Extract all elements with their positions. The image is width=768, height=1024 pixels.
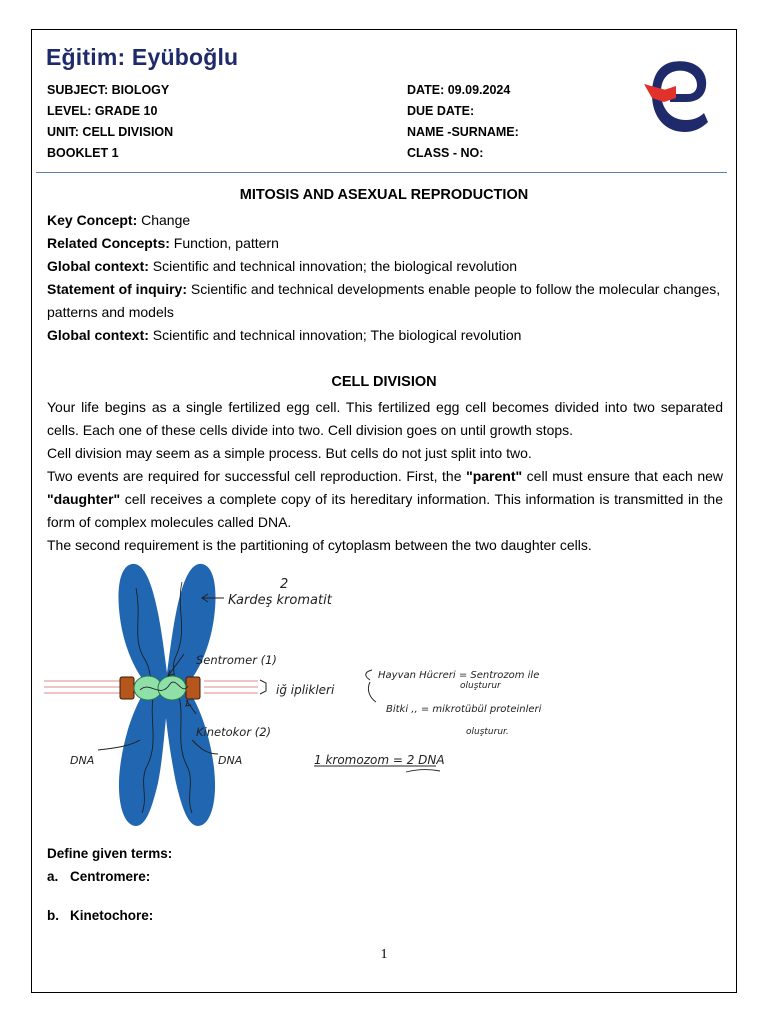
page-number: 1: [380, 947, 388, 962]
statement-of-inquiry-line: Statement of inquiry: Scientific and technical developments enable people to follow the molecular changes, patterns and models: [47, 281, 721, 320]
note-bitki-olusturur: oluşturur.: [466, 727, 509, 737]
note-dna-left: DNA: [70, 754, 95, 767]
concepts-block: [47, 209, 723, 347]
paragraph-3: Two events are required for successful cell reproduction. First, the "parent" cell must ensure that each new "daughter" cell receives a complete copy of its hereditary information. This information is transmitted in the form of complex molecules called DNA.: [47, 468, 723, 530]
paragraph-2: Cell division may seem as a simple process. But cells do not just split into two.: [47, 445, 532, 461]
define-heading: Define given terms:: [47, 846, 173, 861]
paragraph-1: Your life begins as a single fertilized egg cell. This fertilized egg cell becomes divided into two separated cells. Each one of these cells divide into two. Cell division goes on until growth stops.: [47, 399, 723, 438]
note-hayvan-olusturur: oluşturur: [460, 681, 501, 691]
cell-division-text: [47, 396, 723, 557]
level-field: LEVEL: GRADE 10: [47, 104, 158, 118]
name-surname-field: NAME -SURNAME:: [407, 125, 519, 139]
class-no-field: CLASS - NO:: [407, 146, 484, 160]
note-ig-iplikleri: iğ iplikleri: [276, 683, 335, 697]
note-bitki: Bitki ,, = mikrotübül proteinleri: [386, 704, 542, 715]
related-concepts-line: Related Concepts: Function, pattern: [47, 235, 279, 251]
section-title-mitosis: MITOSIS AND ASEXUAL REPRODUCTION: [239, 187, 529, 203]
booklet-field: BOOKLET 1: [47, 146, 119, 160]
subject-field: SUBJECT: BIOLOGY: [47, 83, 170, 97]
define-terms: [47, 842, 172, 888]
chromosome-diagram: [36, 558, 596, 830]
meta-left: [47, 80, 173, 164]
note-kromozom-dna: 1 kromozom = 2 DNA: [314, 753, 445, 767]
key-concept-line: Key Concept: Change: [47, 212, 191, 228]
section-title-cell-division: CELL DIVISION: [331, 374, 437, 390]
global-context-line-1: Global context: Scientific and technical innovation; the biological revolution: [47, 258, 518, 274]
note-kinetokor: Kinetokor (2): [196, 725, 272, 739]
header-rule: [36, 172, 727, 173]
term-b: b. Kinetochore:: [47, 908, 154, 923]
global-context-line-2: Global context: Scientific and technical innovation; The biological revolution: [47, 327, 522, 343]
brand-title: Eğitim: Eyüboğlu: [46, 44, 239, 70]
note-sentromer: Sentromer (1): [196, 653, 277, 667]
due-date-field: DUE DATE:: [407, 104, 475, 118]
note-dna-right: DNA: [218, 754, 243, 767]
term-a: a. Centromere:: [47, 869, 151, 884]
date-field: DATE: 09.09.2024: [407, 83, 511, 97]
paragraph-4: The second requirement is the partitioning of cytoplasm between the two daughter cells.: [47, 537, 592, 553]
unit-field: UNIT: CELL DIVISION: [47, 125, 174, 139]
meta-right: [407, 80, 519, 164]
note-two: 2: [280, 577, 289, 592]
note-hayvan-hucresi: Hayvan Hücreri = Sentrozom ile: [378, 670, 540, 681]
note-kardes-kromatit: Kardeş kromatit: [228, 593, 332, 608]
school-logo-icon: [642, 56, 712, 134]
